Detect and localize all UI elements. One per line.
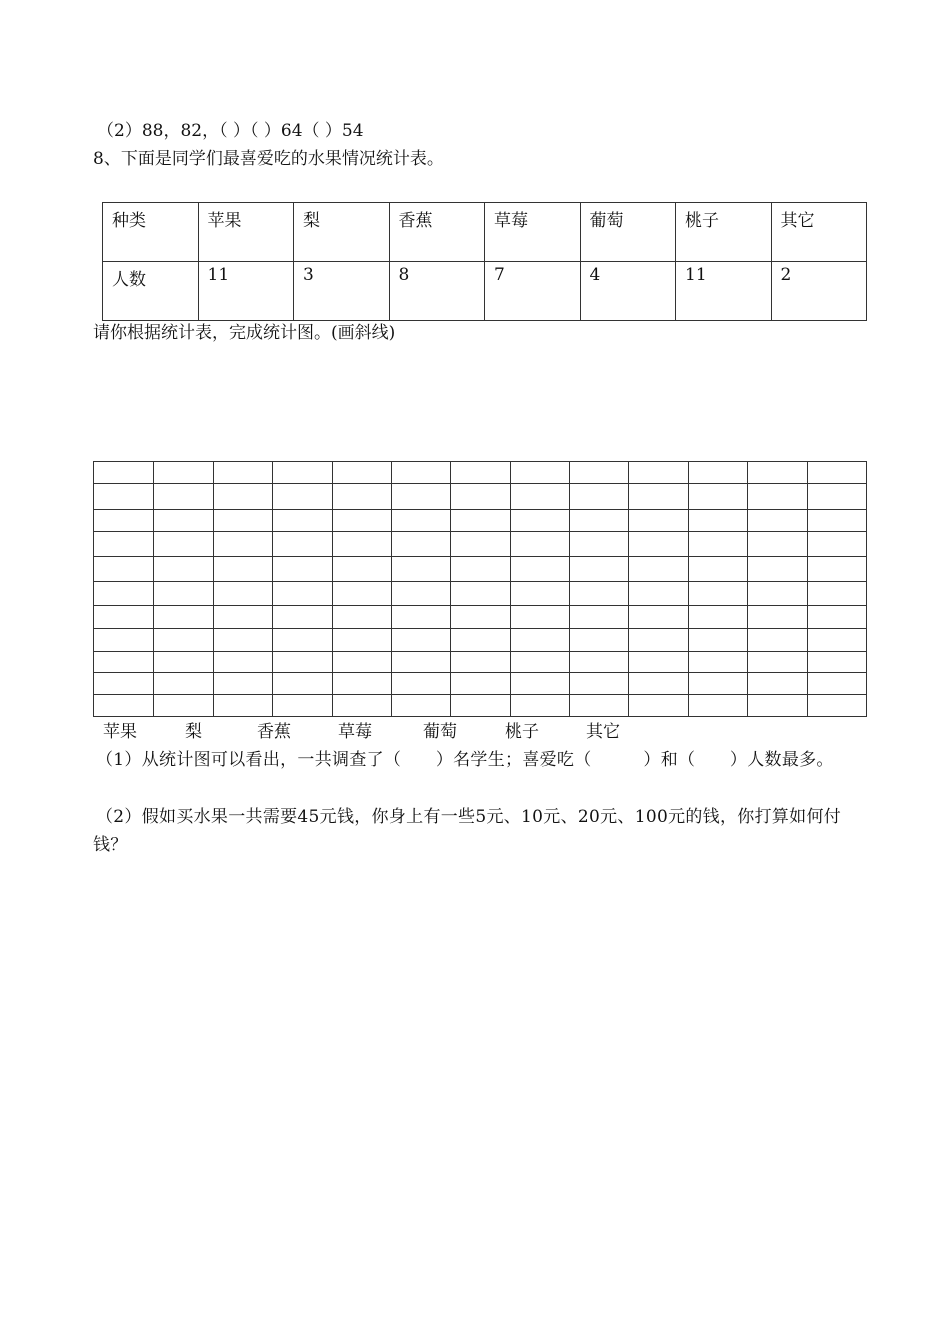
grid-vertical-line [153, 462, 154, 716]
count-cell: 7 [485, 262, 581, 321]
grid-vertical-line [510, 462, 511, 716]
grid-vertical-line [332, 462, 333, 716]
grid-horizontal-line [94, 672, 866, 673]
count-cell: 2 [771, 262, 867, 321]
sequence-question: （2）88，82，（ ）（ ）64（ ）54 [97, 121, 364, 141]
category-label: 梨 [185, 722, 202, 742]
row-header-kind: 种类 [103, 203, 199, 262]
table-row [103, 262, 867, 321]
table-row [103, 203, 867, 262]
fruit-cell: 香蕉 [389, 203, 485, 262]
category-label: 其它 [586, 722, 620, 742]
grid-horizontal-line [94, 628, 866, 629]
count-cell: 11 [676, 262, 772, 321]
grid-horizontal-line [94, 531, 866, 532]
count-cell: 8 [389, 262, 485, 321]
grid-vertical-line [747, 462, 748, 716]
grid-vertical-line [569, 462, 570, 716]
grid-horizontal-line [94, 605, 866, 606]
blank-chart-grid[interactable] [93, 461, 867, 717]
count-cell: 3 [294, 262, 390, 321]
chart-instruction: 请你根据统计表，完成统计图。(画斜线) [93, 323, 396, 343]
grid-vertical-line [688, 462, 689, 716]
sub-question-2: （2）假如买水果一共需要45元钱，你身上有一些5元、10元、20元、100元的钱，你打算如何付钱？ [93, 807, 842, 855]
fruit-cell: 苹果 [198, 203, 294, 262]
grid-vertical-line [213, 462, 214, 716]
grid-vertical-line [450, 462, 451, 716]
grid-horizontal-line [94, 509, 866, 510]
category-label: 桃子 [505, 722, 539, 742]
category-label: 香蕉 [257, 722, 291, 742]
grid-vertical-line [272, 462, 273, 716]
grid-horizontal-line [94, 651, 866, 652]
category-label: 苹果 [103, 722, 137, 742]
grid-vertical-line [391, 462, 392, 716]
grid-vertical-line [628, 462, 629, 716]
sub-question-1: （1）从统计图可以看出，一共调查了（ ）名学生；喜爱吃（ ）和（ ）人数最多。 [96, 750, 834, 770]
row-header-count: 人数 [103, 262, 199, 321]
question-8-title: 8、下面是同学们最喜爱吃的水果情况统计表。 [93, 149, 444, 169]
fruit-cell: 梨 [294, 203, 390, 262]
fruit-cell: 草莓 [485, 203, 581, 262]
fruit-cell: 桃子 [676, 203, 772, 262]
count-cell: 11 [198, 262, 294, 321]
count-cell: 4 [580, 262, 676, 321]
grid-horizontal-line [94, 694, 866, 695]
category-label: 葡萄 [423, 722, 457, 742]
grid-horizontal-line [94, 483, 866, 484]
grid-horizontal-line [94, 556, 866, 557]
fruit-cell: 其它 [771, 203, 867, 262]
fruit-cell: 葡萄 [580, 203, 676, 262]
grid-horizontal-line [94, 581, 866, 582]
grid-vertical-line [807, 462, 808, 716]
category-label: 草莓 [338, 722, 372, 742]
fruit-stat-table [102, 202, 867, 321]
